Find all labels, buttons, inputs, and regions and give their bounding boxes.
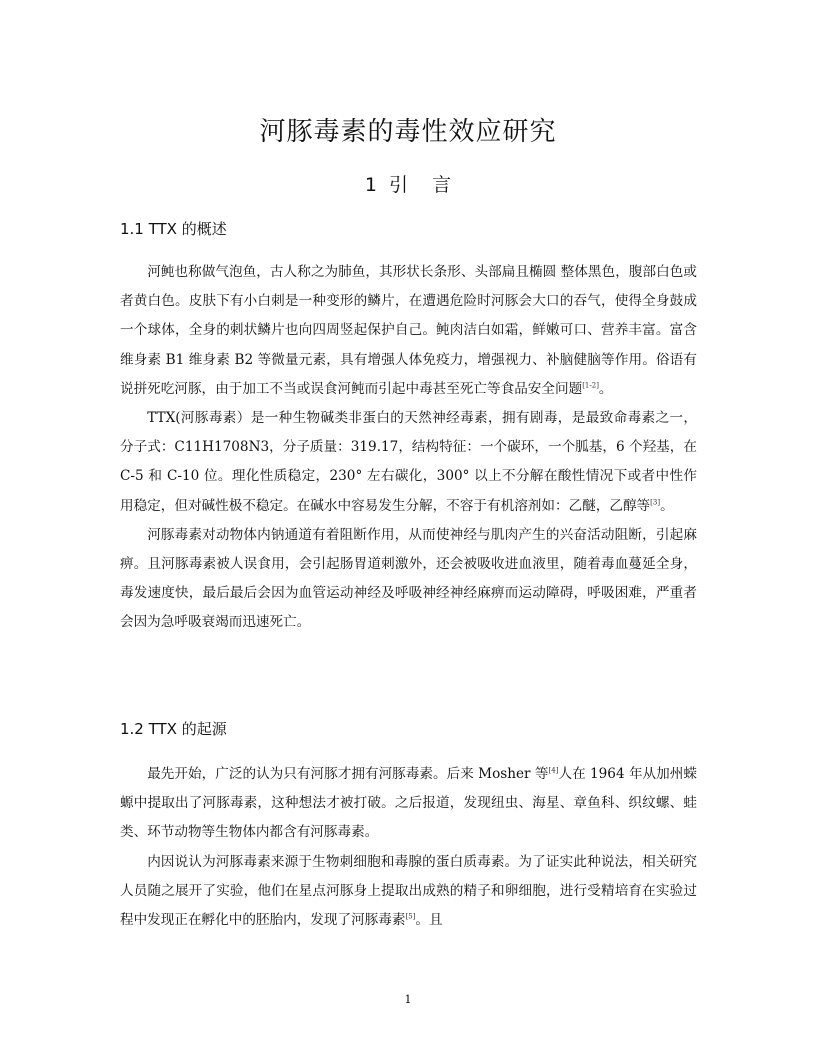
paragraph [120, 404, 697, 521]
section-heading-1-2: 1.2 TTX 的起源 [120, 720, 227, 738]
section-1-2-body [120, 760, 697, 935]
paragraph [120, 848, 697, 936]
paragraph-text: 河豚毒素对动物体内钠通道有着阻断作用，从而使神经与肌肉产生的兴奋活动阻断，引起麻痹。且河豚毒素被人误食用，会引起肠胃道刺激外，还会被吸收进血液里，随着毒血蔓延全身，毒发速度快，最后最后会因为血管运动神经及呼吸神经神经麻痹而运动障碍，呼吸困难，严重者会因为急呼吸衰竭而迅速死亡。 [120, 526, 697, 631]
paragraph-text: 河鲀也称做气泡鱼，古人称之为肺鱼，其形状长条形、头部扁且椭圆 整体黑色，腹部白色或者黄白色。皮肤下有小白刺是一种变形的鳞片，在遭遇危险时河豚会大口的吞气，使得全身鼓成一个球体，全身的刺状鳞片也向四周竖起保护自己。鲀肉洁白如霜，鲜嫩可口、营养丰富。富含维身素 B1 维身素 B2 等微量元素，具有增强人体免疫力，增强视力、补脑健脑等作用。俗语有说拼死吃河豚，由于加工不当或误食河鲀而引起中毒甚至死亡等食品安全问题 [120, 264, 697, 397]
page-number: 1 [404, 993, 412, 1006]
paragraph [120, 258, 697, 404]
paper-title: 河豚毒素的毒性效应研究 [259, 117, 557, 147]
paragraph-tail: 。且 [415, 912, 443, 929]
section-1-1-body [120, 258, 697, 638]
chapter-heading: 1 引 言 [364, 174, 452, 196]
paragraph-text: 最先开始，广泛的认为只有河豚才拥有河豚毒素。后来 Mosher 等 [147, 766, 549, 782]
paragraph-tail: 。 [598, 380, 613, 397]
paragraph-text: TTX(河豚毒素）是一种生物碱类非蛋白的天然神经毒素，拥有剧毒，是最致命毒素之一，分子式：C11H1708N3，分子质量：319.17，结构特征：一个碳环，一个胍基，6 个羟基，在 C-5 和 C-10 位。理化性质稳定，230° 左右碳化，300° 以上不分解在酸性情况下或者中性作用稳定，但对碱性极不稳定。在碱水中容易发生分解，不容于有机溶剂如：乙醚，乙醇等 [120, 410, 697, 514]
citation-marker: [4] [548, 766, 559, 775]
paragraph-tail: 人在 1964 年从加州蝾螈中提取出了河豚毒素，这种想法才被打破。之后报道，发现纽虫、海星、章鱼科、织纹螺、蛙类、环节动物等生物体内都含有河豚毒素。 [120, 766, 697, 841]
citation-marker: [1-2] [582, 381, 599, 390]
paragraph [120, 521, 697, 638]
section-heading-1-1: 1.1 TTX 的概述 [120, 220, 227, 238]
paragraph [120, 760, 697, 848]
citation-marker: [3] [650, 498, 661, 507]
paragraph-text: 内因说认为河豚毒素来源于生物刺细胞和毒腺的蛋白质毒素。为了证实此种说法，相关研究人员随之展开了实验，他们在星点河豚身上提取出成熟的精子和卵细胞，进行受精培育在实验过程中发现正在孵化中的胚胎内，发现了河豚毒素 [120, 853, 697, 929]
paragraph-tail: 。 [660, 497, 674, 514]
citation-marker: [5] [405, 912, 416, 921]
